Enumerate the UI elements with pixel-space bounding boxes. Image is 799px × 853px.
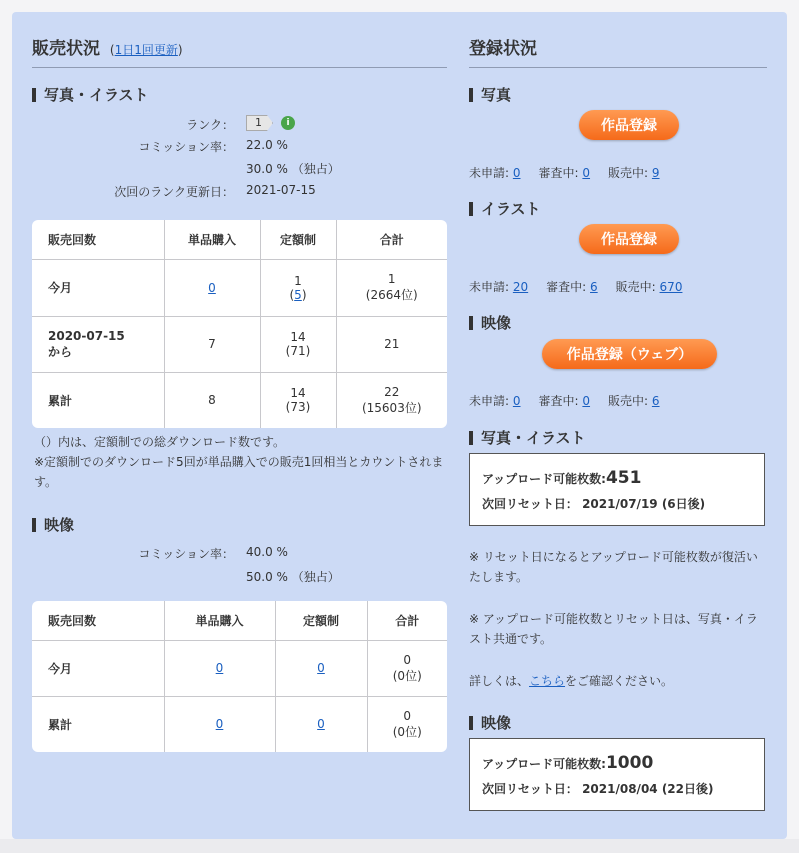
table-row: 今月 0 0 0 (0位) [32, 640, 447, 696]
commission-value: 22.0 % [246, 138, 288, 152]
video-single-link[interactable]: 0 [215, 661, 224, 675]
heading-bar-icon [469, 316, 473, 330]
photo-review-link[interactable]: 0 [582, 166, 591, 180]
video-sales-heading: 映像 [32, 514, 74, 535]
download-note: （）内は、定額制での総ダウンロード数です。 [34, 435, 286, 449]
heading-bar-icon [469, 202, 473, 216]
reset-note: ※ リセット日になるとアップロード可能枚数が復活いたします。 [469, 550, 758, 584]
commission-exclusive-value: 30.0 % （独占） [246, 162, 340, 176]
shared-note: ※ アップロード可能枚数とリセット日は、写真・イラスト共通です。 [469, 612, 758, 646]
video-single-total-link[interactable]: 0 [215, 717, 224, 732]
illust-review-link[interactable]: 6 [590, 280, 598, 294]
table-header-row: 販売回数 単品購入 定額制 合計 [32, 220, 447, 259]
table-header-row: 販売回数 単品購入 定額制 合計 [32, 601, 447, 640]
info-icon[interactable]: i [281, 116, 295, 130]
commission-label: コミッション率： [138, 140, 234, 154]
illust-onsale-link[interactable]: 670 [659, 280, 683, 294]
illust-counts: 未申請: 20 審査中: 6 販売中: 670 [469, 280, 683, 294]
table-row: 累計 0 0 0 (0位) [32, 696, 447, 752]
video-sales-table [32, 601, 447, 752]
details-note: 詳しくは、こちらをご確認ください。 [469, 674, 674, 688]
photo-counts: 未申請: 0 審査中: 0 販売中: 9 [469, 166, 660, 180]
heading-bar-icon [469, 88, 473, 102]
video-commission-label: コミッション率： [138, 547, 234, 561]
video-subscription-total-link[interactable]: 0 [317, 717, 325, 732]
table-row: 今月 0 1 (5) 1 (2664位) [32, 259, 447, 316]
video-commission-value: 40.0 % [246, 545, 288, 559]
illust-registration-heading: イラスト [469, 198, 541, 219]
video-review-link[interactable]: 0 [582, 394, 591, 408]
next-rank-date: 2021-07-15 [246, 183, 316, 197]
video-unapplied-link[interactable]: 0 [512, 394, 521, 408]
upload-photo-reset-date: 2021/07/19 (6日後) [582, 497, 706, 511]
heading-bar-icon [32, 88, 36, 102]
sales-section-title: 販売状況 (1日1回更新) [32, 34, 447, 68]
photo-sales-heading: 写真・イラスト [32, 84, 149, 105]
dashboard-panel [12, 12, 787, 839]
video-counts: 未申請: 0 審査中: 0 販売中: 6 [469, 394, 660, 408]
rank-badge: 1 [246, 115, 273, 131]
video-onsale-link[interactable]: 6 [651, 394, 660, 408]
upload-video-heading: 映像 [469, 712, 511, 733]
details-link[interactable]: こちら [529, 674, 566, 688]
photo-sales-table [32, 220, 447, 428]
rank-indicator [246, 115, 295, 131]
heading-bar-icon [32, 518, 36, 532]
photo-unapplied-link[interactable]: 0 [512, 166, 521, 180]
upload-video-reset-date: 2021/08/04 (22日後) [582, 782, 714, 796]
video-commission-exclusive: 50.0 % （独占） [246, 570, 340, 584]
photo-registration-heading: 写真 [469, 84, 511, 105]
subscription-count-link[interactable]: 5 [294, 287, 302, 302]
illust-unapplied-link[interactable]: 20 [512, 280, 529, 294]
upload-video-count: 1000 [605, 753, 654, 773]
heading-bar-icon [469, 431, 473, 445]
heading-bar-icon [469, 716, 473, 730]
update-frequency-link[interactable]: 1日1回更新 [114, 43, 178, 57]
rank-label: ランク： [186, 118, 234, 132]
registration-section-title [469, 34, 767, 68]
upload-photo-count: 451 [605, 468, 642, 488]
single-count-link[interactable]: 0 [208, 280, 216, 295]
registration-title: 登録状況 [469, 39, 537, 59]
photo-onsale-link[interactable]: 9 [651, 166, 660, 180]
next-rank-label: 次回のランク更新日： [114, 185, 234, 199]
upload-photo-box: アップロード可能枚数:451 次回リセット日： 2021/07/19 (6日後) [469, 453, 765, 526]
illust-register-button[interactable]: 作品登録 [579, 224, 679, 254]
video-registration-heading: 映像 [469, 312, 511, 333]
table-row: 累計 8 14 (73) 22 (15603位) [32, 372, 447, 428]
video-subscription-link[interactable]: 0 [317, 661, 325, 675]
photo-register-button[interactable]: 作品登録 [579, 110, 679, 140]
upload-photo-heading: 写真・イラスト [469, 427, 586, 448]
subscription-note: ※定額制でのダウンロード5回が単品購入での販売1回相当とカウントされます。 [34, 455, 444, 489]
table-row: 2020-07-15 から 7 14 (71) 21 [32, 316, 447, 372]
sales-title: 販売状況 [32, 39, 100, 59]
video-register-button[interactable]: 作品登録（ウェブ） [542, 339, 717, 369]
page-footer-strip [0, 839, 799, 853]
upload-video-box: アップロード可能枚数:1000 次回リセット日： 2021/08/04 (22日後) [469, 738, 765, 811]
